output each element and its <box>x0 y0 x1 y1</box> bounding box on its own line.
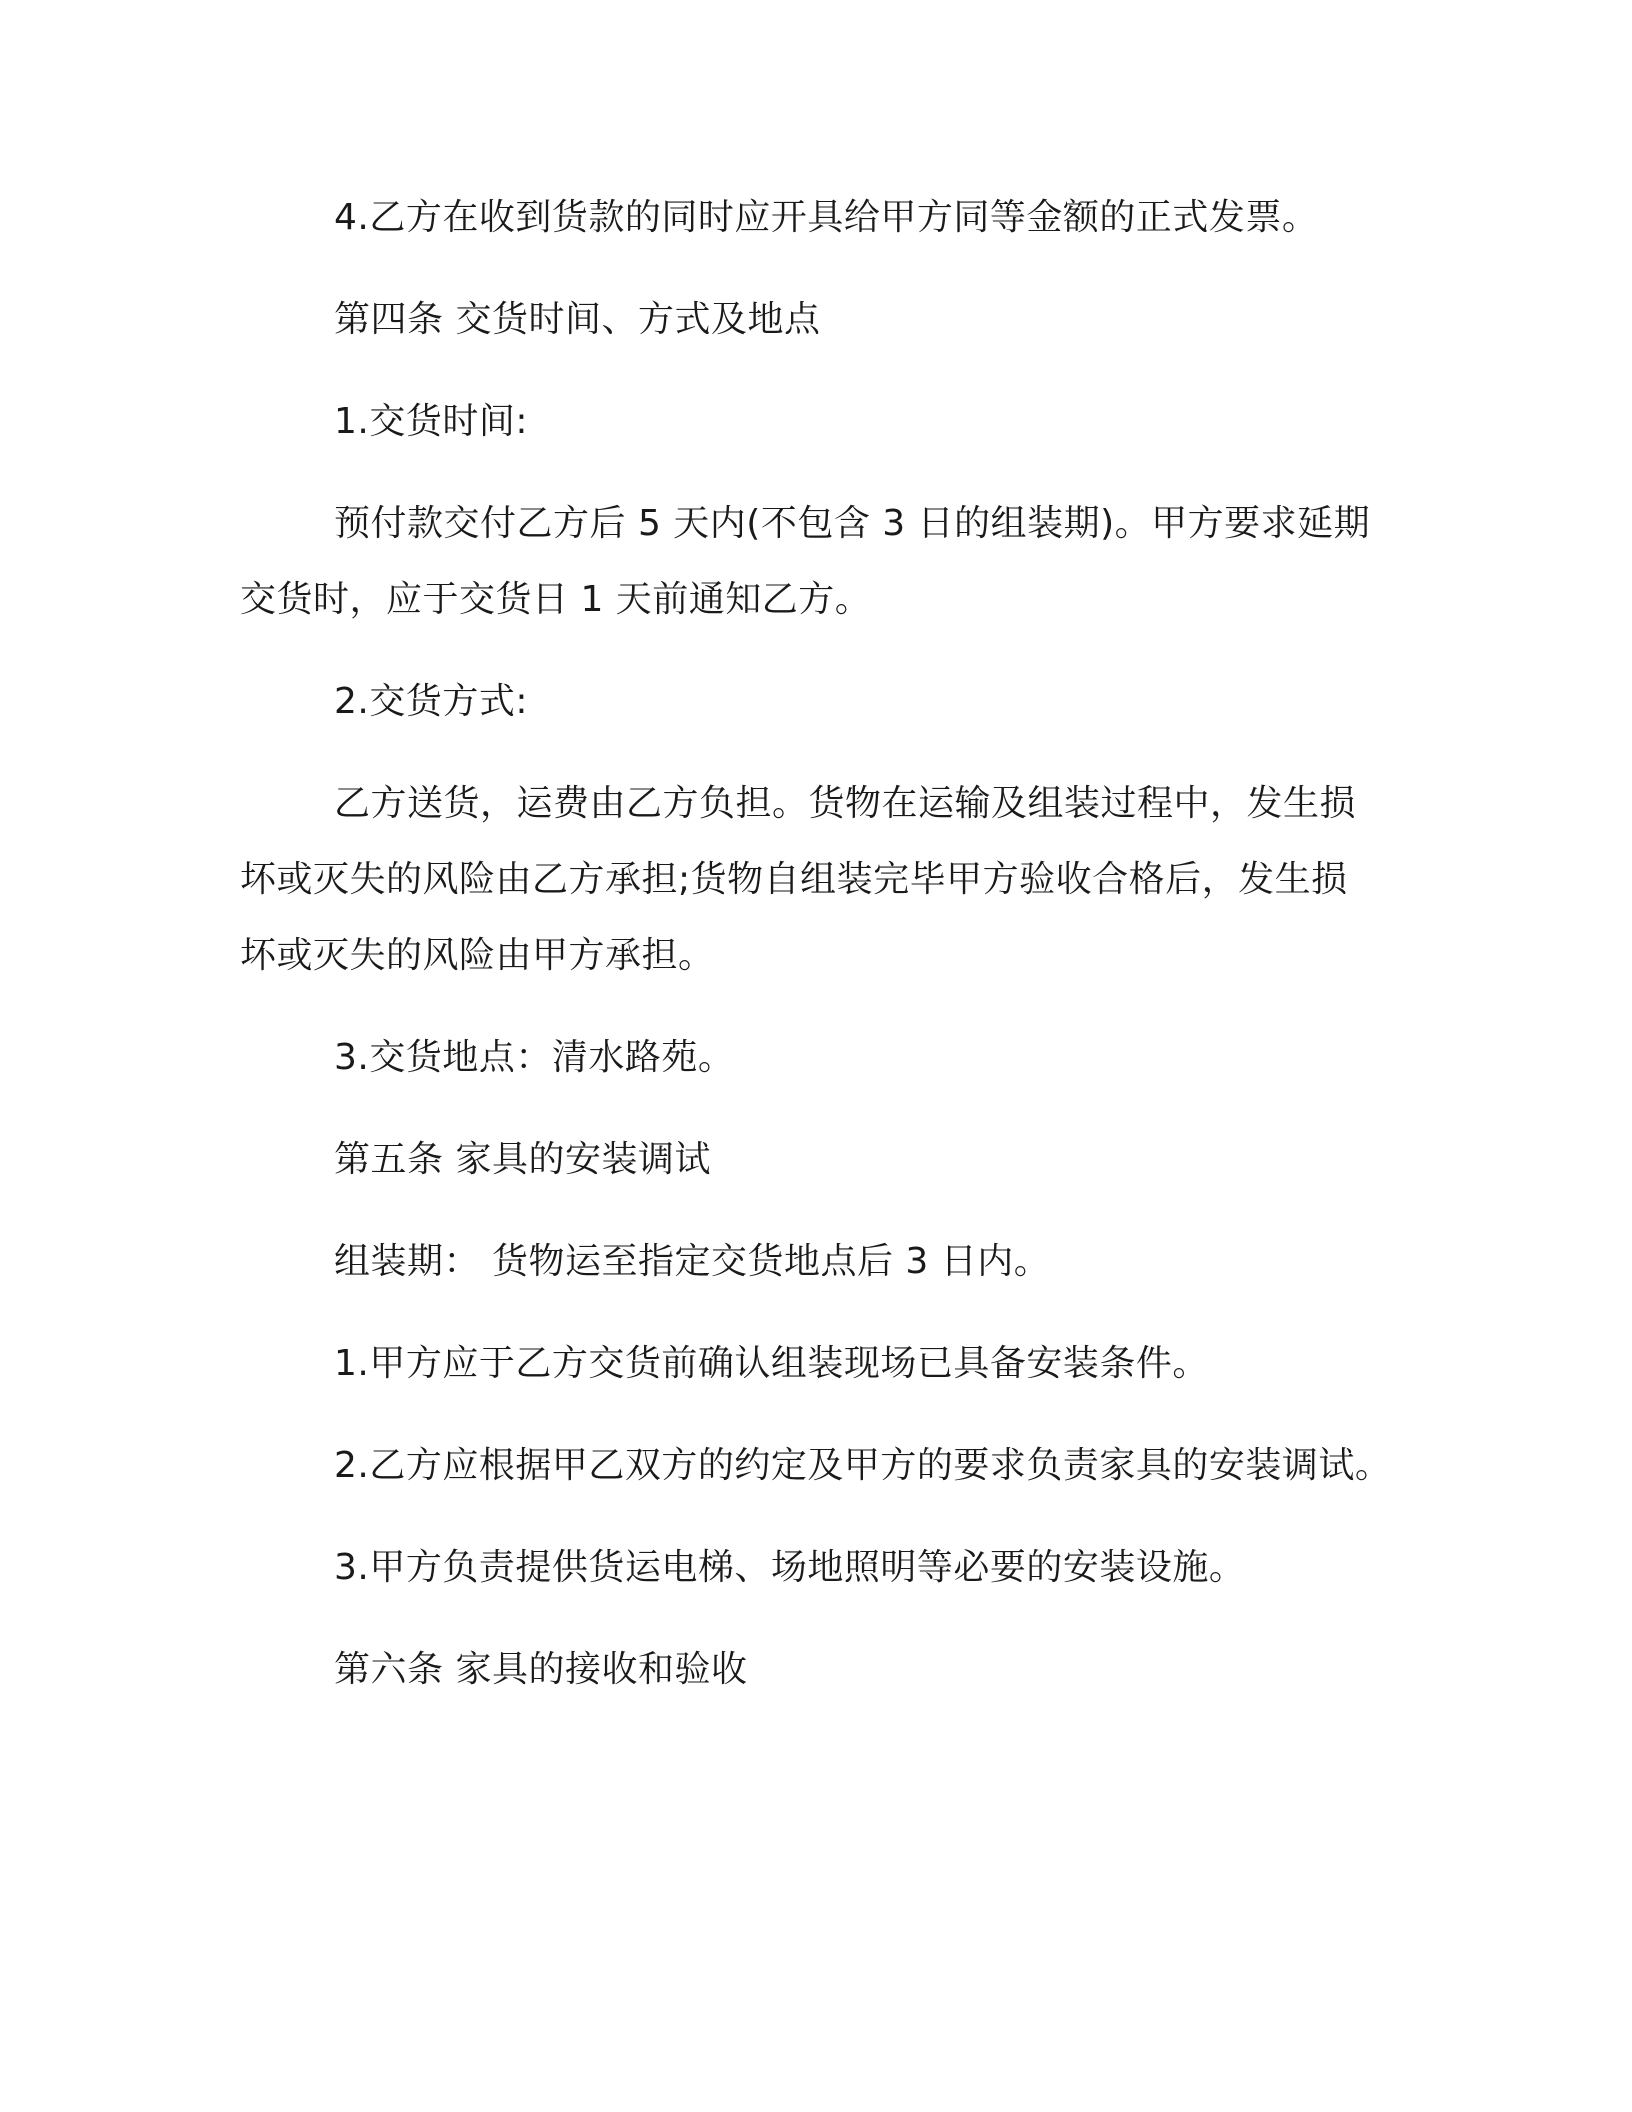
paragraph-invoice-clause <box>240 180 1400 256</box>
paragraph-line: 第五条 家具的安装调试 <box>334 1139 711 1180</box>
assembly-period-paragraph <box>240 1224 1400 1300</box>
delivery-location-paragraph <box>240 1020 1400 1096</box>
installation-clause-3 <box>240 1530 1400 1606</box>
paragraph-line: 第六条 家具的接收和验收 <box>334 1649 748 1690</box>
installation-clause-2 <box>240 1428 1400 1504</box>
paragraph-line: 2.乙方应根据甲乙双方的约定及甲方的要求负责家具的安装调试。 <box>334 1445 1392 1486</box>
document-page <box>240 0 1400 2112</box>
paragraph-line: 坏或灭失的风险由乙方承担;货物自组装完毕甲方验收合格后，发生损 <box>240 859 1348 900</box>
paragraph-line: 4.乙方在收到货款的同时应开具给甲方同等金额的正式发票。 <box>334 197 1319 238</box>
paragraph-line: 2.交货方式: <box>334 681 528 722</box>
paragraph-line: 坏或灭失的风险由甲方承担。 <box>240 935 715 976</box>
delivery-method-label <box>240 664 1400 740</box>
article-5-heading <box>240 1122 1400 1198</box>
paragraph-line: 乙方送货，运费由乙方负担。货物在运输及组装过程中，发生损 <box>334 783 1357 824</box>
paragraph-line: 3.交货地点：清水路苑。 <box>334 1037 735 1078</box>
article-4-heading <box>240 282 1400 358</box>
paragraph-line: 预付款交付乙方后 5 天内(不包含 3 日的组装期)。甲方要求延期 <box>334 503 1371 544</box>
paragraph-line: 1.交货时间: <box>334 401 528 442</box>
paragraph-line: 组装期： 货物运至指定交货地点后 3 日内。 <box>334 1241 1051 1282</box>
delivery-time-paragraph <box>240 486 1400 638</box>
article-6-heading <box>240 1632 1400 1708</box>
paragraph-line: 第四条 交货时间、方式及地点 <box>334 299 821 340</box>
delivery-method-paragraph <box>240 766 1400 994</box>
installation-clause-1 <box>240 1326 1400 1402</box>
paragraph-line: 3.甲方负责提供货运电梯、场地照明等必要的安装设施。 <box>334 1547 1246 1588</box>
paragraph-line: 交货时，应于交货日 1 天前通知乙方。 <box>240 579 872 620</box>
paragraph-line: 1.甲方应于乙方交货前确认组装现场已具备安装条件。 <box>334 1343 1209 1384</box>
delivery-time-label <box>240 384 1400 460</box>
